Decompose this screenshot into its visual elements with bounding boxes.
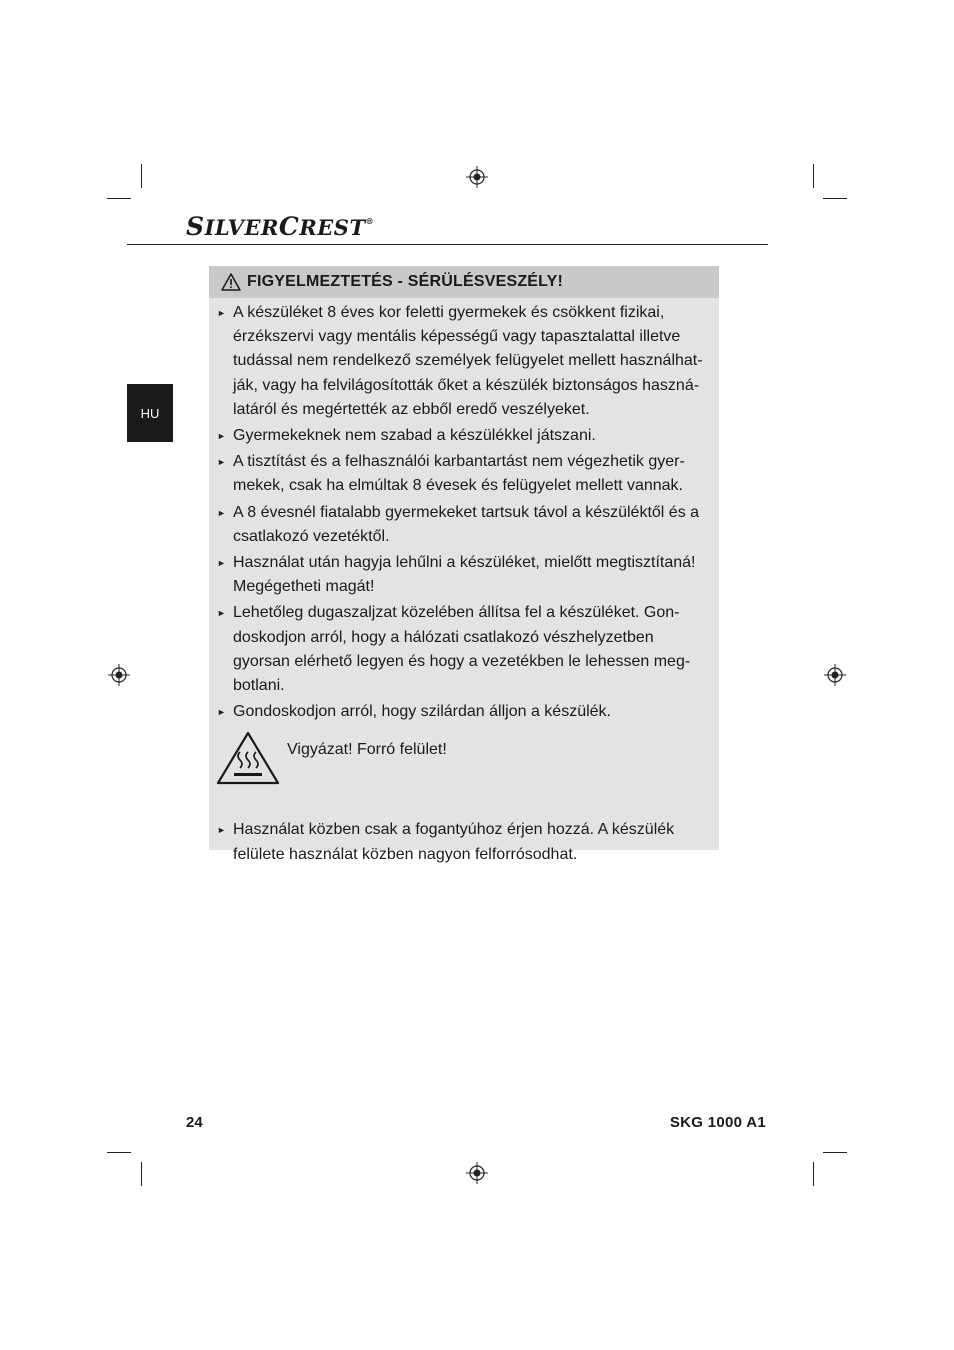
brand-logo: SILVERCREST® — [186, 212, 375, 241]
crop-mark — [813, 164, 814, 188]
arrow-right-icon: ► — [217, 308, 226, 318]
list-item: ► Lehetőleg dugaszaljzat közelében állítsa fel a készüléket. Gon-doskodjon arról, hogy a hálózati csatlakozó vészhelyzetben gyorsan elérhető legyen és hogy a vezetékben le lehessen meg-botlani. — [209, 601, 719, 698]
crop-mark — [107, 198, 131, 199]
crop-mark — [813, 1162, 814, 1186]
crop-mark — [141, 1162, 142, 1186]
registration-mark-icon — [466, 166, 488, 188]
registration-mark-icon — [108, 664, 130, 686]
hot-surface-text: Vigyázat! Forró felület! — [287, 741, 447, 759]
list-item: ► Gondoskodjon arról, hogy szilárdan álljon a készülék. — [209, 700, 719, 724]
arrow-right-icon: ► — [217, 457, 226, 468]
hot-surface-notice — [209, 730, 719, 808]
list-item: ► Használat közben csak a fogantyúhoz érjen hozzá. A készülék felülete használat közben nagyon felforrósodhat. — [209, 818, 719, 866]
list-item: ► Gyermekeknek nem szabad a készülékkel játszani. — [209, 424, 719, 448]
crop-mark — [823, 1152, 847, 1153]
crop-mark — [823, 198, 847, 199]
list-item: ► A tisztítást és a felhasználói karbantartást nem végezhetik gyer-mekek, csak ha elmúltak 8 évesek és felügyelet mellett vannak. — [209, 450, 719, 498]
arrow-right-icon: ► — [217, 431, 226, 442]
warning-header — [209, 266, 719, 298]
list-item: ► A készüléket 8 éves kor feletti gyermekek és csökkent fizikai, érzékszervi vagy mentális képességű vagy tapasztalattal illetve tudással nem rendelkező személyek felügyelet mellett használhat-ják, vagy ha felvilágosították őket a készülék biztonságos haszná-latáról és megértették az ebből eredő veszélyeket. — [209, 301, 719, 422]
registration-mark-icon — [824, 664, 846, 686]
header-rule — [127, 244, 768, 245]
arrow-right-icon: ► — [217, 825, 226, 836]
warning-triangle-icon — [221, 273, 241, 291]
model-number: SKG 1000 A1 — [669, 1114, 766, 1131]
language-tab: HU — [127, 384, 173, 442]
arrow-right-icon: ► — [217, 507, 226, 518]
page-number: 24 — [186, 1114, 203, 1131]
warning-title: FIGYELMEZTETÉS - SÉRÜLÉSVESZÉLY! — [247, 273, 564, 290]
arrow-right-icon: ► — [217, 558, 226, 569]
list-item: ► Használat után hagyja lehűlni a készüléket, mielőtt megtisztítaná! Megégetheti magát! — [209, 551, 719, 599]
warning-list — [209, 301, 719, 869]
hot-surface-icon — [215, 730, 281, 786]
registration-mark-icon — [466, 1162, 488, 1184]
list-item: ► A 8 évesnél fiatalabb gyermekeket tartsuk távol a készüléktől és a csatlakozó vezetéktől. — [209, 501, 719, 549]
arrow-right-icon: ► — [217, 707, 226, 718]
crop-mark — [107, 1152, 131, 1153]
crop-mark — [141, 164, 142, 188]
arrow-right-icon: ► — [217, 608, 226, 619]
warning-box — [209, 266, 719, 863]
